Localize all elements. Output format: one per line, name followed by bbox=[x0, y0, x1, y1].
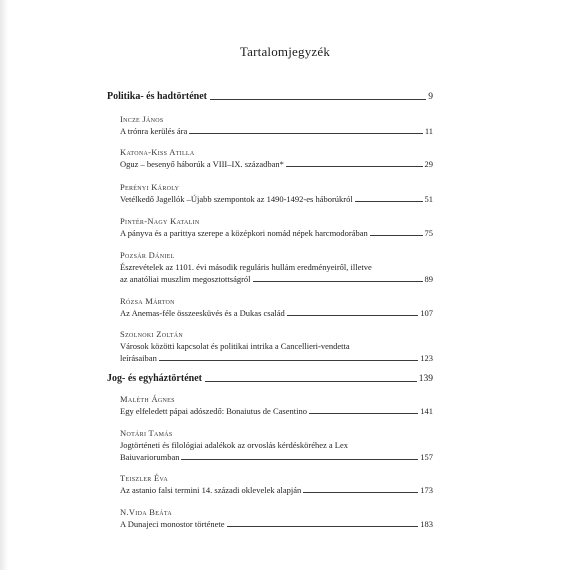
entry-row bbox=[120, 484, 433, 496]
page-number: 29 bbox=[424, 159, 433, 169]
entry-row bbox=[120, 227, 433, 239]
entry-row bbox=[120, 273, 433, 285]
entry-title: A trónra kerülés ára bbox=[120, 126, 188, 136]
entry-author: Katona-Kiss Atilla bbox=[120, 147, 195, 157]
toc-entry[interactable] bbox=[120, 295, 433, 319]
entry-author: Incze János bbox=[120, 114, 164, 124]
entry-title-line: Jogtörténeti és filológiai adalékok az orvoslás kérdésköréhez a Lex bbox=[120, 440, 348, 450]
leader-line bbox=[189, 133, 423, 134]
section-heading-politics[interactable] bbox=[107, 91, 433, 102]
page-number: 141 bbox=[420, 406, 433, 416]
leader-line bbox=[287, 315, 419, 316]
leader-line bbox=[309, 413, 418, 414]
page-number: 183 bbox=[420, 519, 433, 529]
entry-title: Az Anemas-féle összeesküvés és a Dukas család bbox=[120, 308, 285, 318]
leader-line bbox=[181, 459, 418, 460]
entry-row bbox=[120, 125, 433, 137]
entry-title: Az astanio falsi termini 14. századi oklevelek alapján bbox=[120, 485, 302, 495]
entry-title: leírásaiban bbox=[120, 353, 157, 363]
toc-entry[interactable] bbox=[120, 181, 433, 205]
page-number: 157 bbox=[420, 452, 433, 462]
section-heading-label: Jog- és egyháztörténet bbox=[107, 373, 202, 384]
page-edge-shadow bbox=[0, 0, 8, 570]
page-number: 173 bbox=[420, 485, 433, 495]
entry-title: az anatóliai muszlim megosztottságról bbox=[120, 274, 251, 284]
entry-title-line: Észrevételek az 1101. évi második reguláris hullám eredményeiről, illetve bbox=[120, 262, 372, 272]
entry-row bbox=[120, 158, 433, 170]
page-number: 139 bbox=[418, 374, 433, 384]
toc-entry[interactable] bbox=[120, 113, 433, 137]
entry-author: Teiszler Éva bbox=[120, 473, 168, 483]
entry-author: Pintér-Nagy Katalin bbox=[120, 216, 200, 226]
entry-row bbox=[120, 451, 433, 463]
entry-row bbox=[120, 307, 433, 319]
section-heading-label: Politika- és hadtörténet bbox=[107, 91, 207, 102]
page-number: 9 bbox=[428, 92, 433, 102]
entry-author: N.Vida Beáta bbox=[120, 507, 172, 517]
entry-title: Egy elfeledett pápai adószedő: Bonaiutus de Casentino bbox=[120, 406, 307, 416]
entry-title-line: Városok közötti kapcsolat és politikai intrika a Cancellieri-vendetta bbox=[120, 341, 350, 351]
toc-entry[interactable] bbox=[120, 249, 433, 285]
leader-line bbox=[227, 526, 419, 527]
page-title: Tartalomjegyzék bbox=[239, 44, 331, 59]
entry-title: Vetélkedő Jagellók –Újabb szempontok az 1490-1492-es háborúkról bbox=[120, 194, 353, 204]
page-number: 51 bbox=[424, 194, 433, 204]
page-number: 89 bbox=[424, 274, 433, 284]
toc-entry[interactable] bbox=[120, 146, 433, 170]
entry-row bbox=[120, 352, 433, 364]
toc-entry[interactable] bbox=[120, 328, 433, 364]
toc-entry[interactable] bbox=[120, 472, 433, 496]
leader-line bbox=[355, 201, 423, 202]
entry-author: Maléth Ágnes bbox=[120, 394, 175, 404]
entry-author: Szolnoki Zoltán bbox=[120, 329, 183, 339]
entry-title: A Dunajeci monostor története bbox=[120, 519, 225, 529]
entry-author: Rózsa Márton bbox=[120, 296, 175, 306]
toc-entry[interactable] bbox=[120, 393, 433, 417]
entry-author: Pozsár Dániel bbox=[120, 250, 175, 260]
leader-line bbox=[159, 360, 418, 361]
entry-author: Perényi Károly bbox=[120, 182, 180, 192]
entry-title: A pányva és a parittya szerepe a középkori nomád népek harcmodorában bbox=[120, 228, 368, 238]
leader-line bbox=[370, 235, 423, 236]
entry-row bbox=[120, 518, 433, 530]
leader-line bbox=[210, 99, 426, 100]
entry-title: Oguz – besenyő háborúk a VIII–IX. században* bbox=[120, 159, 284, 169]
entry-row bbox=[120, 405, 433, 417]
toc-entry[interactable] bbox=[120, 215, 433, 239]
entry-row bbox=[120, 193, 433, 205]
page-number: 75 bbox=[424, 228, 433, 238]
section-heading-law-church[interactable] bbox=[107, 373, 433, 384]
toc-entry[interactable] bbox=[120, 427, 433, 463]
entry-title: Baiuvariorumban bbox=[120, 452, 180, 462]
entry-author: Notári Tamás bbox=[120, 428, 173, 438]
leader-line bbox=[253, 281, 423, 282]
leader-line bbox=[286, 166, 423, 167]
toc-entry[interactable] bbox=[120, 506, 433, 530]
page-number: 107 bbox=[420, 308, 433, 318]
leader-line bbox=[205, 381, 417, 382]
leader-line bbox=[303, 492, 418, 493]
page-number: 123 bbox=[420, 353, 433, 363]
page-number: 11 bbox=[424, 126, 433, 136]
